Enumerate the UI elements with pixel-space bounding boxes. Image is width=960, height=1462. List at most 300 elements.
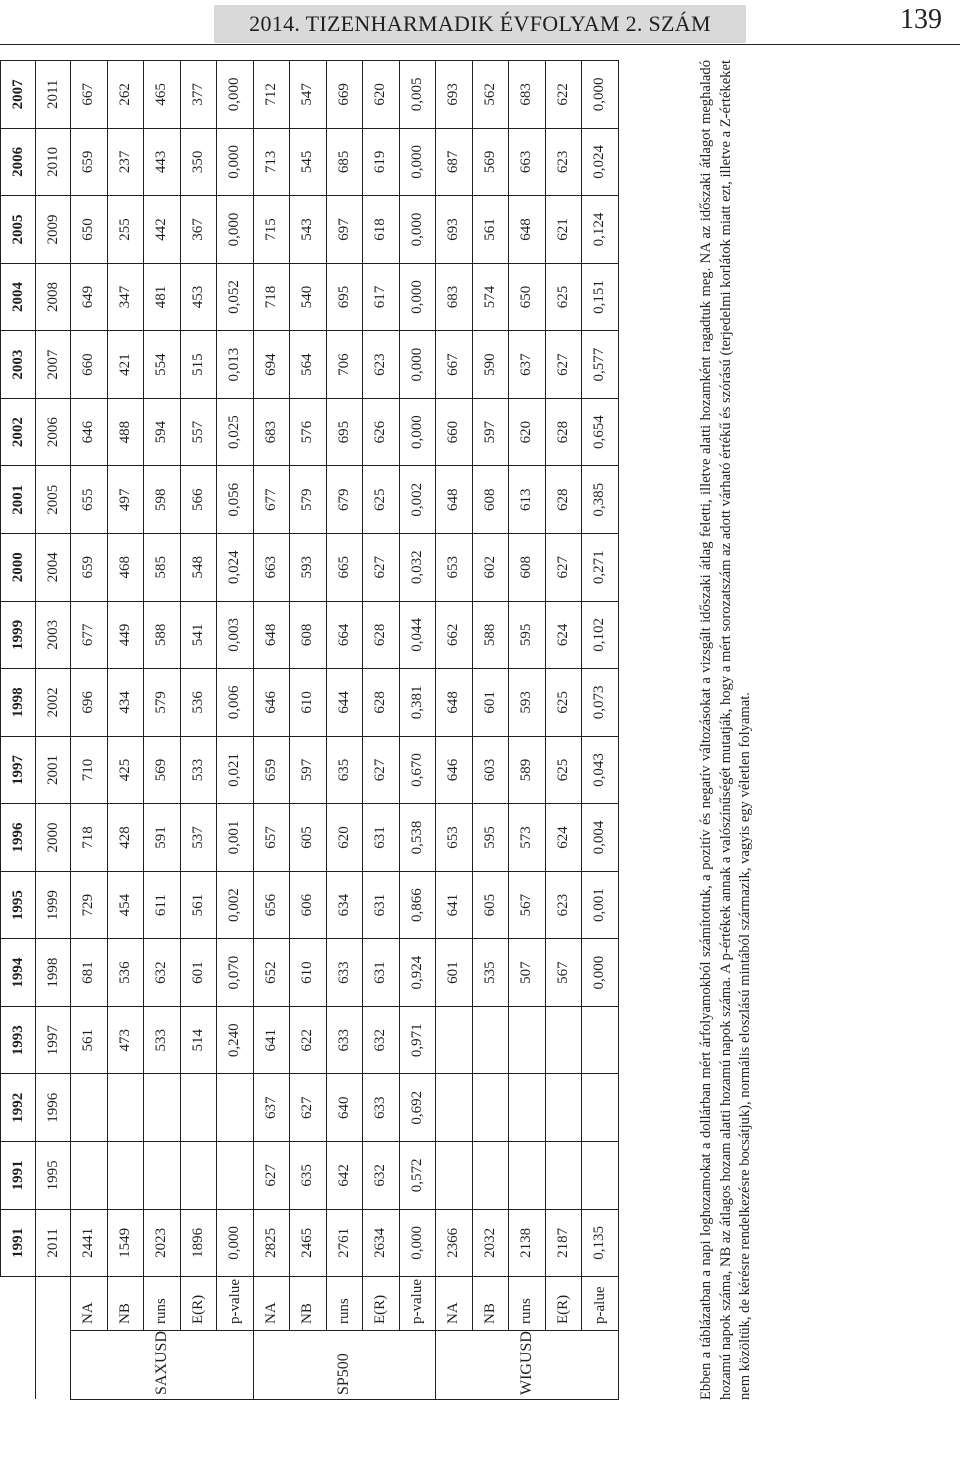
table-cell: [436, 1142, 473, 1210]
table-cell: 0,024: [582, 128, 619, 196]
table-cell: 655: [71, 466, 108, 534]
table-cell: 646: [71, 398, 108, 466]
table-cell: [545, 1006, 582, 1074]
table-cell: 434: [107, 669, 144, 737]
year-header-cell: 1995: [36, 1142, 71, 1210]
table-cell: [144, 1074, 181, 1142]
table-cell: 347: [107, 263, 144, 331]
year-header-cell: 1996: [1, 804, 36, 872]
table-cell: 595: [472, 804, 509, 872]
runs-test-table: [0, 60, 619, 1400]
table-cell: 588: [472, 601, 509, 669]
table-row: [144, 61, 181, 1400]
table-cell: 627: [545, 534, 582, 602]
table-cell: 473: [107, 1006, 144, 1074]
table-cell: 650: [509, 263, 546, 331]
table-cell: 0,000: [399, 1209, 436, 1277]
table-cell: 0,024: [217, 534, 254, 602]
table-cell: 0,577: [582, 331, 619, 399]
row-label: p-value: [217, 1277, 254, 1331]
table-cell: 567: [509, 871, 546, 939]
year-header-cell: 2008: [36, 263, 71, 331]
table-cell: 573: [509, 804, 546, 872]
table-cell: 662: [436, 601, 473, 669]
table-cell: [509, 1142, 546, 1210]
rotated-content: [0, 60, 822, 1400]
table-cell: 601: [180, 939, 217, 1007]
row-label: runs: [509, 1277, 546, 1331]
table-cell: 627: [290, 1074, 327, 1142]
table-cell: 605: [290, 804, 327, 872]
table-cell: 602: [472, 534, 509, 602]
table-cell: 2634: [363, 1209, 400, 1277]
table-cell: 710: [71, 736, 108, 804]
table-cell: 718: [253, 263, 290, 331]
header-rule: [0, 44, 960, 45]
year-header-cell: 2003: [1, 331, 36, 399]
table-cell: 659: [253, 736, 290, 804]
row-label: E(R): [545, 1277, 582, 1331]
table-cell: [472, 1006, 509, 1074]
table-caption: Ebben a táblázatban a napi loghozamokat a dollárban mért árfolyamokból számítottuk, a pozitív és negatív változásokat a vizsgált időszaki átlag feletti, illetve alatti hozamként ragadtuk meg. NA az időszaki átlagot meghaladó hozamú napok száma, NB az átlagos hozam alatti hozamú napok száma. A p-értékek annak a valószínűségét mutatják, hogy a mért sorozatszám az adott várható értékű és szórású (terjedelmi korlátok miatt ezt, illetve a Z-értékeket nem közöltük, de kérésre rendelkezésre bocsátjuk), normális eloszlású mintából származik, vagyis egy véletlen folyamat.: [698, 60, 753, 1400]
table-cell: 0,135: [582, 1209, 619, 1277]
table-cell: 0,006: [217, 669, 254, 737]
table-cell: [545, 1074, 582, 1142]
table-cell: 533: [144, 1006, 181, 1074]
table-cell: 2187: [545, 1209, 582, 1277]
table-cell: 442: [144, 196, 181, 264]
table-cell: 593: [509, 669, 546, 737]
table-cell: 0,670: [399, 736, 436, 804]
table-cell: [545, 1142, 582, 1210]
year-header-cell: 1993: [1, 1006, 36, 1074]
table-cell: 564: [290, 331, 327, 399]
year-header-cell: 2003: [36, 601, 71, 669]
table-cell: 667: [71, 61, 108, 129]
row-label: runs: [326, 1277, 363, 1331]
table-cell: 660: [436, 398, 473, 466]
table-cell: 2023: [144, 1209, 181, 1277]
table-cell: 2761: [326, 1209, 363, 1277]
table-cell: 0,271: [582, 534, 619, 602]
table-cell: 591: [144, 804, 181, 872]
table-cell: 715: [253, 196, 290, 264]
year-header-cell: 1992: [1, 1074, 36, 1142]
table-cell: 627: [253, 1142, 290, 1210]
year-header-cell: 1991: [1, 1209, 36, 1277]
table-cell: 610: [290, 669, 327, 737]
table-cell: 695: [326, 263, 363, 331]
table-cell: 515: [180, 331, 217, 399]
table-cell: 628: [363, 601, 400, 669]
table-cell: 648: [436, 669, 473, 737]
table-cell: 377: [180, 61, 217, 129]
table-cell: [217, 1074, 254, 1142]
year-header-cell: 2011: [36, 1209, 71, 1277]
table-cell: 579: [144, 669, 181, 737]
table-cell: 653: [436, 534, 473, 602]
year-header-cell: 1994: [1, 939, 36, 1007]
table-cell: 449: [107, 601, 144, 669]
group-label: SAXUSD: [71, 1330, 254, 1399]
table-cell: [472, 1074, 509, 1142]
year-header-cell: 2002: [1, 398, 36, 466]
table-cell: 637: [253, 1074, 290, 1142]
table-cell: 2441: [71, 1209, 108, 1277]
table-cell: 579: [290, 466, 327, 534]
table-cell: 537: [180, 804, 217, 872]
table-row: [399, 61, 436, 1400]
table-cell: 603: [472, 736, 509, 804]
table-row: [436, 61, 473, 1400]
table-cell: 601: [436, 939, 473, 1007]
table-cell: 625: [363, 466, 400, 534]
table-cell: 656: [253, 871, 290, 939]
table-cell: [107, 1074, 144, 1142]
table-cell: 488: [107, 398, 144, 466]
table-cell: 659: [71, 534, 108, 602]
table-cell: 652: [253, 939, 290, 1007]
table-cell: 706: [326, 331, 363, 399]
table-cell: 0,056: [217, 466, 254, 534]
year-header-cell: 1991: [1, 1142, 36, 1210]
table-cell: 640: [326, 1074, 363, 1142]
table-cell: [436, 1074, 473, 1142]
table-cell: 262: [107, 61, 144, 129]
table-cell: 637: [509, 331, 546, 399]
table-cell: 601: [472, 669, 509, 737]
year-header-cell: 2000: [36, 804, 71, 872]
table-row: [545, 61, 582, 1400]
table-cell: [582, 1074, 619, 1142]
table-cell: 606: [290, 871, 327, 939]
table-cell: 0,032: [399, 534, 436, 602]
table-cell: 697: [326, 196, 363, 264]
table-cell: 677: [71, 601, 108, 669]
table-cell: 679: [326, 466, 363, 534]
table-cell: 634: [326, 871, 363, 939]
row-label: NA: [71, 1277, 108, 1331]
year-header-cell: 1995: [1, 871, 36, 939]
table-cell: 566: [180, 466, 217, 534]
table-cell: 0,002: [217, 871, 254, 939]
table-cell: 624: [545, 601, 582, 669]
table-cell: 536: [180, 669, 217, 737]
table-cell: 0,044: [399, 601, 436, 669]
table-cell: 598: [144, 466, 181, 534]
table-cell: 685: [326, 128, 363, 196]
page-number: 139: [900, 4, 942, 35]
table-cell: 664: [326, 601, 363, 669]
table-cell: 0,654: [582, 398, 619, 466]
table-cell: 468: [107, 534, 144, 602]
table-cell: 0,124: [582, 196, 619, 264]
row-label: p-value: [399, 1277, 436, 1331]
table-cell: 367: [180, 196, 217, 264]
table-cell: 425: [107, 736, 144, 804]
year-header-cell: 2004: [1, 263, 36, 331]
table-cell: 561: [180, 871, 217, 939]
table-cell: 561: [472, 196, 509, 264]
table-row: [217, 61, 254, 1400]
table-cell: [472, 1142, 509, 1210]
table-cell: 620: [509, 398, 546, 466]
table-cell: 683: [509, 61, 546, 129]
table-cell: 619: [363, 128, 400, 196]
table-cell: 585: [144, 534, 181, 602]
year-header-cell: 2005: [1, 196, 36, 264]
table-cell: 2366: [436, 1209, 473, 1277]
row-label: NB: [472, 1277, 509, 1331]
year-header-cell: 1999: [1, 601, 36, 669]
table-cell: 2825: [253, 1209, 290, 1277]
table-cell: 646: [436, 736, 473, 804]
table-cell: 0,000: [399, 128, 436, 196]
table-cell: 561: [71, 1006, 108, 1074]
table-cell: 0,240: [217, 1006, 254, 1074]
year-header-cell: 1997: [36, 1006, 71, 1074]
group-label: WIGUSD: [436, 1330, 619, 1399]
year-header-cell: 2001: [1, 466, 36, 534]
table-cell: 667: [436, 331, 473, 399]
table-cell: 712: [253, 61, 290, 129]
table-cell: 548: [180, 534, 217, 602]
table-cell: 0,025: [217, 398, 254, 466]
table-cell: [180, 1074, 217, 1142]
table-cell: 0,043: [582, 736, 619, 804]
table-cell: 632: [363, 1006, 400, 1074]
group-label: SP500: [253, 1330, 436, 1399]
table-cell: 663: [253, 534, 290, 602]
table-cell: 623: [545, 128, 582, 196]
table-cell: 729: [71, 871, 108, 939]
table-cell: 625: [545, 736, 582, 804]
table-cell: 0,971: [399, 1006, 436, 1074]
table-cell: 635: [290, 1142, 327, 1210]
table-cell: 610: [290, 939, 327, 1007]
table-cell: 677: [253, 466, 290, 534]
table-cell: 0,572: [399, 1142, 436, 1210]
table-cell: 0,102: [582, 601, 619, 669]
table-cell: 650: [71, 196, 108, 264]
year-header-cell: 2006: [1, 128, 36, 196]
table-row: [253, 61, 290, 1400]
table-cell: 631: [363, 939, 400, 1007]
table-cell: 0,000: [217, 1209, 254, 1277]
table-cell: 0,538: [399, 804, 436, 872]
table-cell: 646: [253, 669, 290, 737]
table-cell: 0,000: [217, 128, 254, 196]
table-cell: 644: [326, 669, 363, 737]
table-cell: 514: [180, 1006, 217, 1074]
table-cell: 683: [436, 263, 473, 331]
table-cell: 0,000: [399, 263, 436, 331]
table-cell: 0,005: [399, 61, 436, 129]
table-cell: 613: [509, 466, 546, 534]
table-cell: 562: [472, 61, 509, 129]
table-cell: 0,001: [217, 804, 254, 872]
table-row: [509, 61, 546, 1400]
year-header-cell: 2002: [36, 669, 71, 737]
table-cell: 588: [144, 601, 181, 669]
row-label: NB: [290, 1277, 327, 1331]
year-header-cell: 2001: [36, 736, 71, 804]
table-cell: [71, 1074, 108, 1142]
table-cell: 620: [326, 804, 363, 872]
year-header-cell: 1998: [1, 669, 36, 737]
table-cell: [509, 1006, 546, 1074]
table-cell: 0,000: [399, 196, 436, 264]
year-header-cell: 1997: [1, 736, 36, 804]
table-cell: 611: [144, 871, 181, 939]
table-cell: 631: [363, 804, 400, 872]
table-cell: 694: [253, 331, 290, 399]
table-cell: 633: [326, 1006, 363, 1074]
table-cell: 628: [545, 398, 582, 466]
table-cell: [509, 1074, 546, 1142]
table-cell: 443: [144, 128, 181, 196]
table-cell: 617: [363, 263, 400, 331]
table-cell: 621: [545, 196, 582, 264]
table-cell: 0,000: [217, 61, 254, 129]
table-cell: 632: [363, 1142, 400, 1210]
table-cell: 623: [545, 871, 582, 939]
table-cell: 497: [107, 466, 144, 534]
table-cell: 507: [509, 939, 546, 1007]
table-cell: 540: [290, 263, 327, 331]
table-cell: 648: [253, 601, 290, 669]
table-cell: 649: [71, 263, 108, 331]
table-cell: 237: [107, 128, 144, 196]
table-row: [326, 61, 363, 1400]
table-cell: [582, 1142, 619, 1210]
table-cell: 625: [545, 263, 582, 331]
table-cell: 696: [71, 669, 108, 737]
table-cell: 2032: [472, 1209, 509, 1277]
table-cell: 350: [180, 128, 217, 196]
year-header-cell: 2000: [1, 534, 36, 602]
table-cell: 622: [545, 61, 582, 129]
table-cell: 421: [107, 331, 144, 399]
table-cell: 541: [180, 601, 217, 669]
table-cell: 626: [363, 398, 400, 466]
table-cell: 0,692: [399, 1074, 436, 1142]
table-cell: 593: [290, 534, 327, 602]
table-cell: 557: [180, 398, 217, 466]
year-header-cell: 2010: [36, 128, 71, 196]
row-label: NB: [107, 1277, 144, 1331]
table-cell: 618: [363, 196, 400, 264]
table-cell: 608: [290, 601, 327, 669]
table-cell: 0,000: [217, 196, 254, 264]
table-cell: 718: [71, 804, 108, 872]
table-cell: 628: [363, 669, 400, 737]
table-cell: 683: [253, 398, 290, 466]
year-header-cell: 2009: [36, 196, 71, 264]
table-cell: 543: [290, 196, 327, 264]
year-header-row: [36, 61, 71, 1400]
table-cell: 669: [326, 61, 363, 129]
table-cell: [180, 1142, 217, 1210]
table-cell: 627: [545, 331, 582, 399]
table-cell: 608: [472, 466, 509, 534]
table-cell: 648: [509, 196, 546, 264]
table-cell: 1896: [180, 1209, 217, 1277]
table-cell: 635: [326, 736, 363, 804]
table-cell: 608: [509, 534, 546, 602]
year-header-cell: 2006: [36, 398, 71, 466]
table-cell: 657: [253, 804, 290, 872]
table-cell: [582, 1006, 619, 1074]
table-cell: 454: [107, 871, 144, 939]
table-cell: 2138: [509, 1209, 546, 1277]
table-cell: 590: [472, 331, 509, 399]
table-cell: 554: [144, 331, 181, 399]
table-cell: 465: [144, 61, 181, 129]
table-cell: 533: [180, 736, 217, 804]
table-row: [472, 61, 509, 1400]
row-label: E(R): [363, 1277, 400, 1331]
table-cell: 659: [71, 128, 108, 196]
table-cell: 597: [472, 398, 509, 466]
table-cell: 660: [71, 331, 108, 399]
table-cell: [217, 1142, 254, 1210]
table-cell: 605: [472, 871, 509, 939]
year-header-row: [1, 61, 36, 1400]
table-cell: 589: [509, 736, 546, 804]
table-cell: 453: [180, 263, 217, 331]
table-cell: 632: [144, 939, 181, 1007]
table-cell: 0,385: [582, 466, 619, 534]
year-header-cell: 2007: [36, 331, 71, 399]
table-cell: 595: [509, 601, 546, 669]
table-cell: 653: [436, 804, 473, 872]
table-cell: 622: [290, 1006, 327, 1074]
year-header-cell: 1996: [36, 1074, 71, 1142]
table-cell: 0,070: [217, 939, 254, 1007]
table-row: [71, 61, 108, 1400]
year-header-cell: 2011: [36, 61, 71, 129]
table-cell: 0,000: [582, 939, 619, 1007]
table-cell: 547: [290, 61, 327, 129]
table-cell: 574: [472, 263, 509, 331]
table-cell: 641: [253, 1006, 290, 1074]
table-cell: 569: [472, 128, 509, 196]
row-label: NA: [253, 1277, 290, 1331]
table-cell: 623: [363, 331, 400, 399]
table-cell: 597: [290, 736, 327, 804]
table-row: [107, 61, 144, 1400]
table-cell: 620: [363, 61, 400, 129]
table-cell: 0,924: [399, 939, 436, 1007]
table-cell: 1549: [107, 1209, 144, 1277]
year-header-cell: 1999: [36, 871, 71, 939]
table-cell: 0,866: [399, 871, 436, 939]
table-cell: 695: [326, 398, 363, 466]
table-cell: 663: [509, 128, 546, 196]
table-cell: 428: [107, 804, 144, 872]
row-label: p-alue: [582, 1277, 619, 1331]
table-cell: 2465: [290, 1209, 327, 1277]
table-cell: 576: [290, 398, 327, 466]
table-cell: 633: [363, 1074, 400, 1142]
year-header-cell: 1998: [36, 939, 71, 1007]
table-row: [180, 61, 217, 1400]
table-cell: 633: [326, 939, 363, 1007]
table-cell: 0,002: [399, 466, 436, 534]
table-cell: 536: [107, 939, 144, 1007]
table-cell: 0,003: [217, 601, 254, 669]
